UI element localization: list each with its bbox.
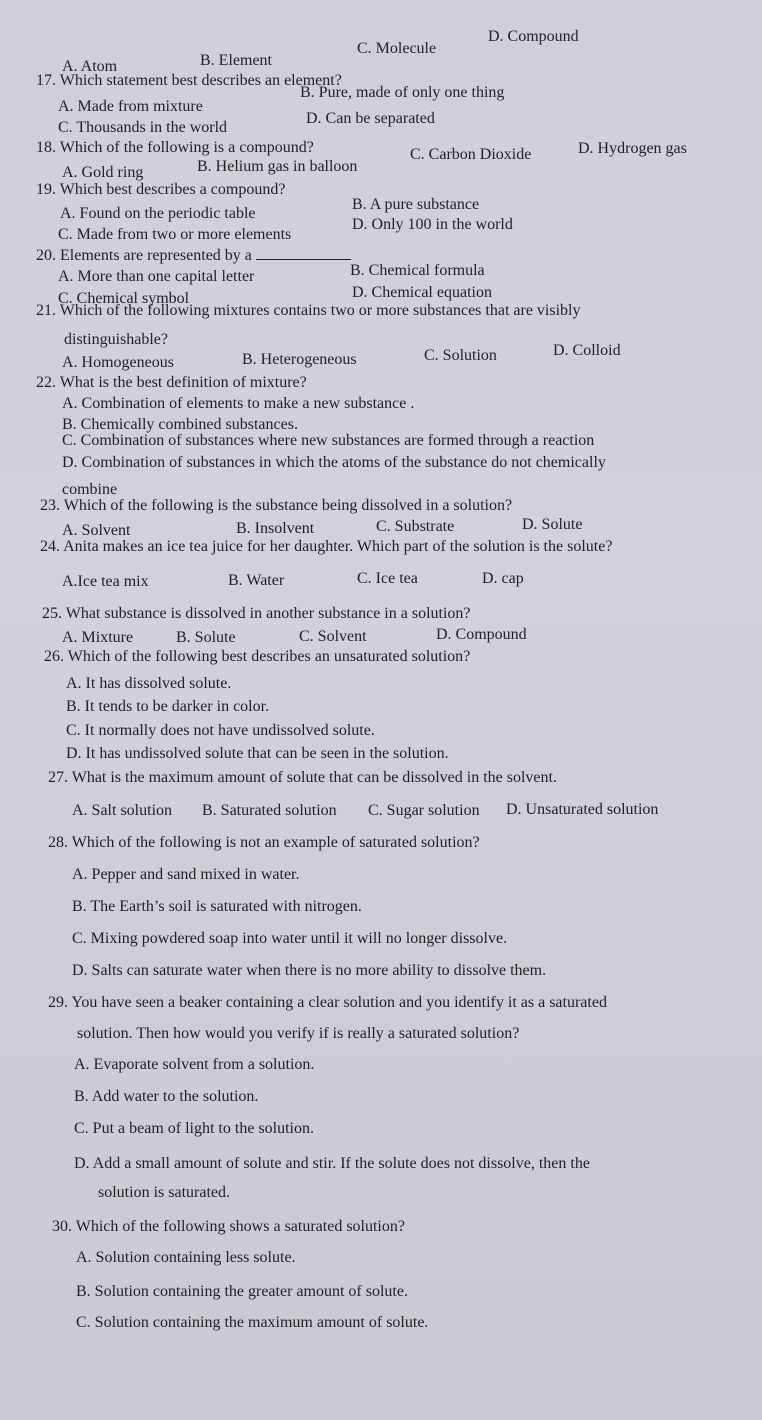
q19-option-a: A. Found on the periodic table [60,205,256,222]
q20-stem [36,247,351,265]
q26-option-b: B. It tends to be darker in color. [66,698,270,715]
q22-option-a: A. Combination of elements to make a new substance . [62,395,415,412]
q21-stem-line2: distinguishable? [64,331,168,348]
q16-option-c: C. Molecule [357,40,437,57]
q19-option-c: C. Made from two or more elements [58,226,292,243]
q26-option-c: C. It normally does not have undissolved solute. [66,722,375,739]
q17-option-c: C. Thousands in the world [58,119,228,136]
q17-option-a: A. Made from mixture [58,98,203,115]
q23-option-d: D. Solute [522,516,583,533]
q27-option-b: B. Saturated solution [202,802,337,819]
q22-option-d-line2: combine [62,481,118,498]
q18-option-c: C. Carbon Dioxide [410,146,532,163]
q25-option-a: A. Mixture [62,629,134,646]
q20-option-d: D. Chemical equation [352,284,492,301]
q18-option-d: D. Hydrogen gas [578,140,687,157]
q21-option-b: B. Heterogeneous [242,351,357,368]
q28-option-d: D. Salts can saturate water when there is no more ability to dissolve them. [72,962,547,979]
q24-stem: 24. Anita makes an ice tea juice for her daughter. Which part of the solution is the solute? [40,538,613,555]
q17-option-b: B. Pure, made of only one thing [300,84,505,101]
q23-option-b: B. Insolvent [236,520,315,537]
q26-option-d: D. It has undissolved solute that can be seen in the solution. [66,745,449,762]
q19-option-b: B. A pure substance [352,196,480,213]
q19-option-d: D. Only 100 in the world [352,216,513,233]
q22-option-c: C. Combination of substances where new substances are formed through a reaction [62,432,595,449]
q23-option-c: C. Substrate [376,518,455,535]
q16-option-b: B. Element [200,52,272,69]
q27-stem: 27. What is the maximum amount of solute that can be dissolved in the solvent. [48,769,557,786]
q23-option-a: A. Solvent [62,522,131,539]
q30-option-a: A. Solution containing less solute. [76,1249,296,1266]
q26-option-a: A. It has dissolved solute. [66,675,232,692]
q16-option-a: A. Atom [62,58,118,75]
q25-option-b: B. Solute [176,629,236,646]
q27-option-a: A. Salt solution [72,802,173,819]
q22-stem: 22. What is the best definition of mixture? [36,374,307,391]
q25-stem: 25. What substance is dissolved in another substance in a solution? [42,605,471,622]
q27-option-d: D. Unsaturated solution [506,801,659,818]
q18-option-b: B. Helium gas in balloon [197,158,358,175]
q21-stem-line1: 21. Which of the following mixtures contains two or more substances that are visibly [36,302,581,319]
q24-option-b: B. Water [228,572,285,589]
q28-option-c: C. Mixing powdered soap into water until it will no longer dissolve. [72,930,508,947]
q20-option-a: A. More than one capital letter [58,268,255,285]
q17-option-d: D. Can be separated [306,110,435,127]
q29-option-c: C. Put a beam of light to the solution. [74,1120,314,1137]
q28-option-b: B. The Earth’s soil is saturated with nitrogen. [72,898,362,915]
q23-stem: 23. Which of the following is the substance being dissolved in a solution? [40,497,513,514]
q22-option-d-line1: D. Combination of substances in which the atoms of the substance do not chemically [62,454,606,471]
answer-blank [256,258,351,260]
q25-option-d: D. Compound [436,626,527,643]
q20-option-b: B. Chemical formula [350,262,485,279]
q24-option-a: A.Ice tea mix [62,573,149,590]
q30-stem: 30. Which of the following shows a saturated solution? [52,1218,405,1235]
q27-option-c: C. Sugar solution [368,802,480,819]
q18-stem: 18. Which of the following is a compound? [36,139,314,156]
q29-stem-line1: 29. You have seen a beaker containing a clear solution and you identify it as a saturated [48,994,607,1011]
q30-option-c: C. Solution containing the maximum amount of solute. [76,1314,429,1331]
q26-stem: 26. Which of the following best describes an unsaturated solution? [44,648,471,665]
q16-option-d: D. Compound [488,28,579,45]
q29-option-b: B. Add water to the solution. [74,1088,259,1105]
q29-option-a: A. Evaporate solvent from a solution. [74,1056,315,1073]
q22-option-b: B. Chemically combined substances. [62,416,298,433]
q19-stem: 19. Which best describes a compound? [36,181,286,198]
q25-option-c: C. Solvent [299,628,367,645]
q30-option-b: B. Solution containing the greater amount of solute. [76,1283,408,1300]
q29-option-d-line1: D. Add a small amount of solute and stir. If the solute does not dissolve, then the [74,1155,590,1172]
q29-option-d-line2: solution is saturated. [98,1184,230,1201]
q20-stem-text: 20. Elements are represented by a [36,247,252,264]
q21-option-a: A. Homogeneous [62,354,174,371]
q28-stem: 28. Which of the following is not an example of saturated solution? [48,834,480,851]
q17-stem: 17. Which statement best describes an element? [36,72,342,89]
q24-option-c: C. Ice tea [357,570,418,587]
q21-option-c: C. Solution [424,347,497,364]
q21-option-d: D. Colloid [553,342,621,359]
q29-stem-line2: solution. Then how would you verify if is really a saturated solution? [77,1025,520,1042]
q28-option-a: A. Pepper and sand mixed in water. [72,866,300,883]
q24-option-d: D. cap [482,570,524,587]
q20-option-c: C. Chemical symbol [58,290,190,307]
q18-option-a: A. Gold ring [62,164,144,181]
